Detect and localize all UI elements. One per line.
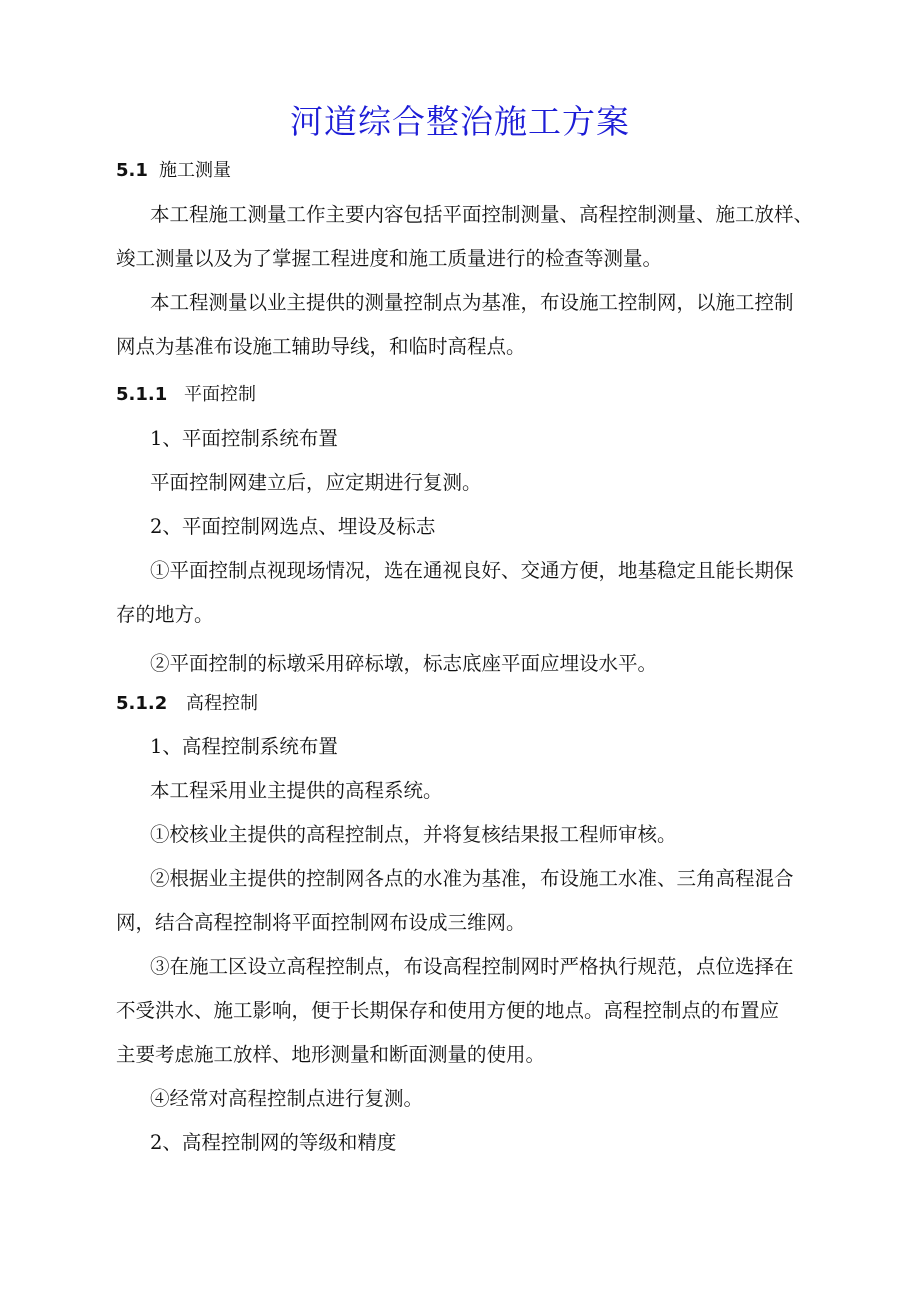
section-label: 施工测量 xyxy=(159,160,231,181)
list-item: 2、高程控制网的等级和精度 xyxy=(150,1131,397,1154)
list-item: 平面控制网建立后，应定期进行复测。 xyxy=(150,471,482,494)
document-title: 河道综合整治施工方案 xyxy=(290,102,630,141)
list-item: 1、平面控制系统布置 xyxy=(150,427,338,450)
paragraph-line: 网点为基准布设施工辅助导线，和临时高程点。 xyxy=(116,335,526,358)
list-item: ④经常对高程控制点进行复测。 xyxy=(150,1087,424,1110)
paragraph-line: ③在施工区设立高程控制点，布设高程控制网时严格执行规范，点位选择在 xyxy=(150,955,794,978)
section-heading-5-1-1 xyxy=(116,382,256,408)
section-number: 5.1.1 xyxy=(116,384,168,405)
paragraph-line: 竣工测量以及为了掌握工程进度和施工质量进行的检查等测量。 xyxy=(116,247,663,270)
list-item: ①校核业主提供的高程控制点，并将复核结果报工程师审核。 xyxy=(150,823,677,846)
paragraph-line: 本工程测量以业主提供的测量控制点为基准，布设施工控制网，以施工控制 xyxy=(150,291,794,314)
paragraph-line: ②根据业主提供的控制网各点的水准为基准，布设施工水准、三角高程混合 xyxy=(150,867,794,890)
section-heading-5-1 xyxy=(116,158,231,184)
list-item: 1、高程控制系统布置 xyxy=(150,735,338,758)
list-item: 2、平面控制网选点、埋设及标志 xyxy=(150,515,436,538)
paragraph-line: ①平面控制点视现场情况，选在通视良好、交通方便，地基稳定且能长期保 xyxy=(150,559,794,582)
section-heading-5-1-2 xyxy=(116,691,258,717)
section-number: 5.1.2 xyxy=(116,693,168,714)
paragraph-line: ②平面控制的标墩采用碎标墩，标志底座平面应埋设水平。 xyxy=(150,652,658,675)
list-item: 本工程采用业主提供的高程系统。 xyxy=(150,779,443,802)
section-label: 平面控制 xyxy=(184,384,256,405)
paragraph-line: 主要考虑施工放样、地形测量和断面测量的使用。 xyxy=(116,1043,546,1066)
section-number: 5.1 xyxy=(116,160,148,181)
section-label: 高程控制 xyxy=(186,693,258,714)
paragraph-line: 本工程施工测量工作主要内容包括平面控制测量、高程控制测量、施工放样、 xyxy=(150,203,814,226)
paragraph-line: 存的地方。 xyxy=(116,603,214,626)
paragraph-line: 不受洪水、施工影响，便于长期保存和使用方便的地点。高程控制点的布置应 xyxy=(116,999,780,1022)
paragraph-line: 网，结合高程控制将平面控制网布设成三维网。 xyxy=(116,911,526,934)
